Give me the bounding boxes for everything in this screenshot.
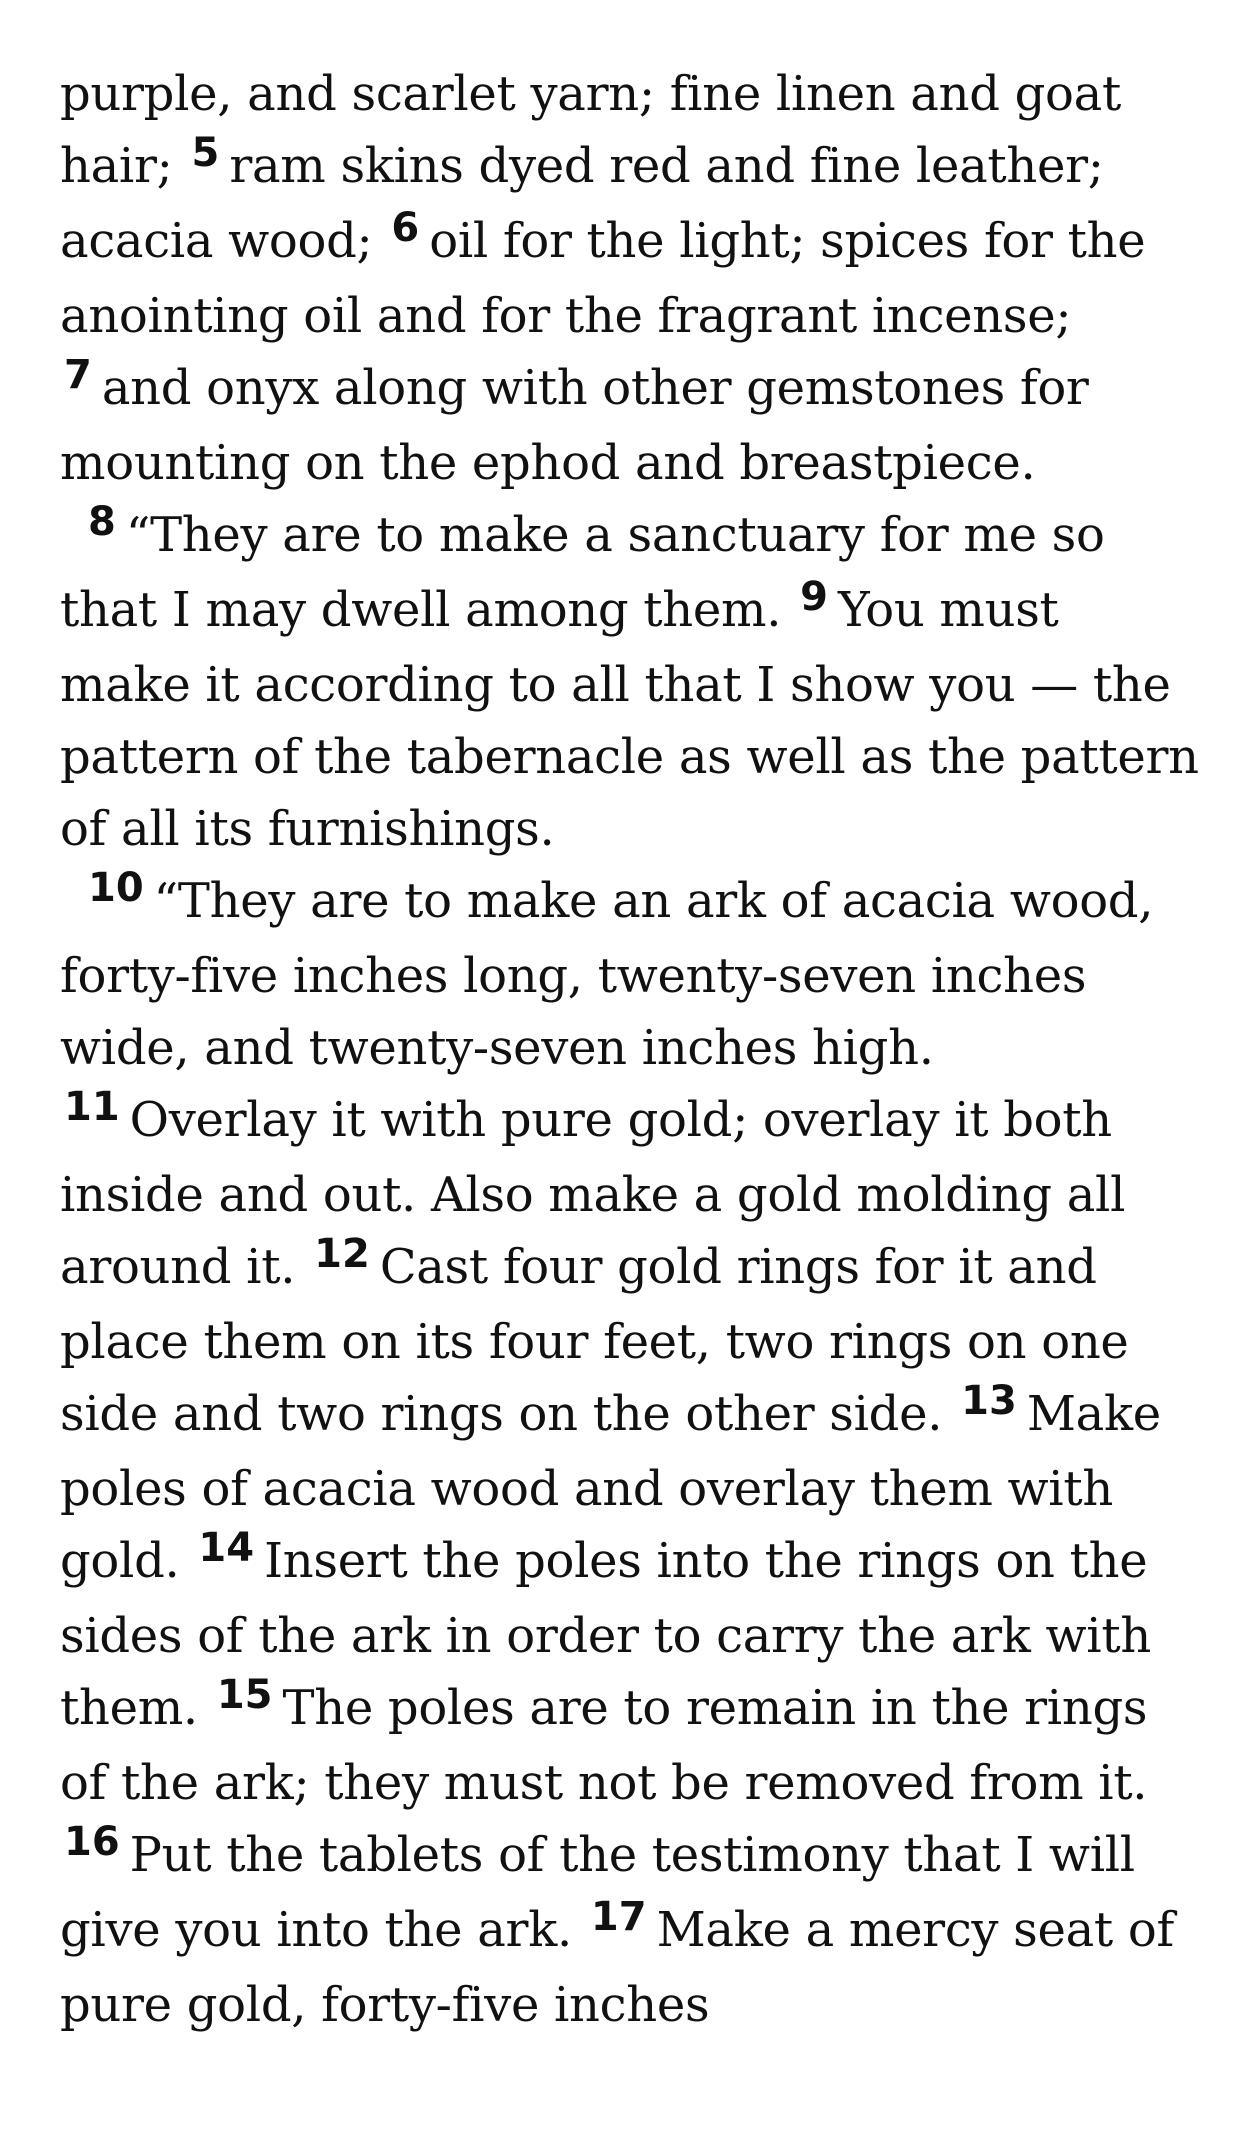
verse-text: oil for the light; spices for the anointing oil and for the fragrant incense; bbox=[60, 213, 1146, 344]
verse-text: “They are to make an ark of acacia wood, forty-five inches long, twenty-seven inches wide, and twenty-seven inches high. bbox=[60, 873, 1154, 1076]
verse-number[interactable]: 15 bbox=[216, 1672, 273, 1718]
scripture-paragraph bbox=[60, 499, 1200, 865]
verse-number[interactable]: 10 bbox=[88, 865, 144, 911]
verse-text: purple, and scarlet yarn; fine linen and goat hair; bbox=[60, 66, 1121, 194]
scripture-reader-page bbox=[60, 58, 1200, 2041]
verse-text: “They are to make a sanctuary for me so that I may dwell among them. bbox=[60, 507, 1105, 638]
verse-text: Make a mercy seat of pure gold, forty-five inches bbox=[60, 1902, 1174, 2033]
verse-number[interactable]: 7 bbox=[64, 352, 92, 398]
verse-text: Put the tablets of the testimony that I will give you into the ark. bbox=[60, 1827, 1135, 1958]
verse-number[interactable]: 8 bbox=[88, 499, 116, 545]
verse-number[interactable]: 9 bbox=[800, 574, 828, 620]
verse-number[interactable]: 5 bbox=[191, 130, 220, 176]
scripture-paragraph bbox=[60, 58, 1200, 499]
scripture-text bbox=[60, 58, 1200, 2041]
verse-text: You must make it according to all that I show you — the pattern of the tabernacle as well as the pattern of all its furnishings. bbox=[60, 582, 1199, 857]
scripture-paragraph bbox=[60, 865, 1200, 2041]
verse-number[interactable]: 13 bbox=[961, 1378, 1017, 1424]
verse-text: ram skins dyed red and fine leather; acacia wood; bbox=[60, 138, 1104, 269]
verse-text: Overlay it with pure gold; overlay it both inside and out. Also make a gold molding all around it. bbox=[60, 1092, 1126, 1295]
verse-text: Cast four gold rings for it and place them on its four feet, two rings on one side and two rings on the other side. bbox=[60, 1239, 1129, 1442]
verse-text: Insert the poles into the rings on the sides of the ark in order to carry the ark with them. bbox=[60, 1533, 1151, 1736]
verse-number[interactable]: 14 bbox=[198, 1525, 255, 1571]
verse-text: Make poles of acacia wood and overlay them with gold. bbox=[60, 1386, 1161, 1589]
verse-text: and onyx along with other gemstones for mounting on the ephod and breastpiece. bbox=[60, 360, 1089, 491]
verse-text: The poles are to remain in the rings of the ark; they must not be removed from it. bbox=[60, 1680, 1148, 1811]
verse-number[interactable]: 16 bbox=[64, 1819, 120, 1865]
verse-number[interactable]: 6 bbox=[391, 205, 420, 251]
verse-number[interactable]: 12 bbox=[314, 1231, 370, 1277]
verse-number[interactable]: 17 bbox=[590, 1894, 647, 1940]
verse-number[interactable]: 11 bbox=[64, 1084, 120, 1130]
